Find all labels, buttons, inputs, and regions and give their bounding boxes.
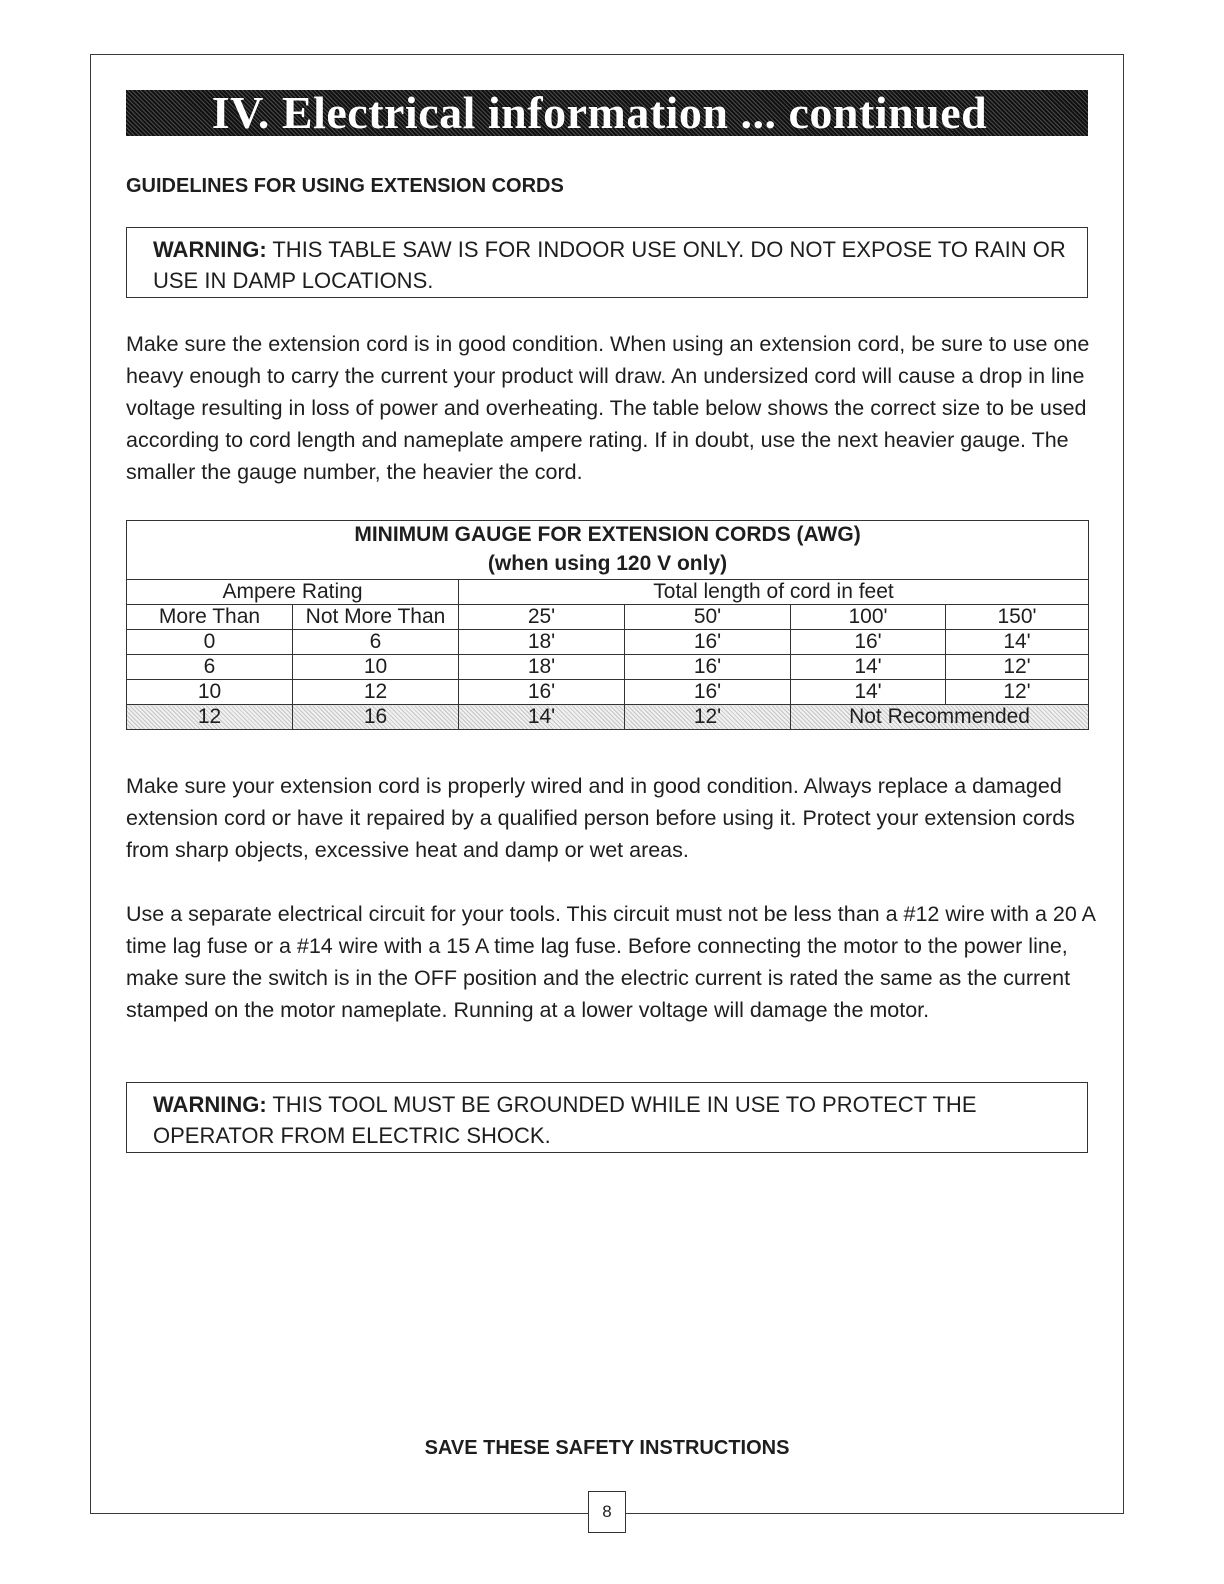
warning-text: THIS TABLE SAW IS FOR INDOOR USE ONLY. DO NOT EXPOSE TO RAIN OR USE IN DAMP LOCATIONS. [153, 237, 1066, 293]
page-number [588, 1491, 626, 1533]
cord-condition-paragraph: Make sure your extension cord is properly wired and in good condition. Always replace a damaged extension cord or have it repaired by a qualified person before using it. Protect your extension cords from sharp objects, excessive heat and damp or wet areas. [126, 774, 1075, 862]
warning-label: WARNING: [153, 237, 267, 262]
table-cell: 12' [625, 705, 791, 730]
table-row [127, 680, 1089, 705]
warning-label: WARNING: [153, 1092, 267, 1117]
table-cell: 14' [946, 630, 1089, 655]
length-header: 25' [459, 605, 625, 630]
section-banner [126, 87, 1088, 138]
length-header: 100' [791, 605, 946, 630]
table-cell: 18' [459, 630, 625, 655]
table-cell: 6 [293, 630, 459, 655]
table-cell: 16' [625, 630, 791, 655]
indoor-use-warning-box [126, 227, 1088, 298]
separate-circuit-paragraph: Use a separate electrical circuit for your tools. This circuit must not be less than a #12 wire with a 20 A time lag fuse or a #14 wire with a 15 A time lag fuse. Before connecting the motor to the power line, make sure the switch is in the OFF position and the electric current is rated the same as the current stamped on the motor nameplate. Running at a lower voltage will damage the motor. [126, 902, 1095, 1022]
table-cell: 10 [293, 655, 459, 680]
section-title: IV. Electrical information ... continued [211, 87, 988, 138]
table-cell: 18' [459, 655, 625, 680]
table-row [127, 655, 1089, 680]
page-number-text: 8 [602, 1502, 612, 1521]
table-cell: 16' [625, 680, 791, 705]
not-more-than-header: Not More Than [293, 605, 459, 630]
table-cell: 6 [127, 655, 293, 680]
table-title: MINIMUM GAUGE FOR EXTENSION CORDS (AWG) [127, 521, 1089, 550]
table-row [127, 630, 1089, 655]
table-subtitle: (when using 120 V only) [127, 549, 1089, 580]
more-than-header: More Than [127, 605, 293, 630]
table-group-header-row [127, 580, 1089, 605]
table-cell: 16' [625, 655, 791, 680]
table-cell: 12' [946, 680, 1089, 705]
table-cell: 14' [791, 655, 946, 680]
table-cell: 12 [127, 705, 293, 730]
cord-length-header: Total length of cord in feet [459, 580, 1089, 605]
length-header: 150' [946, 605, 1089, 630]
warning-text: THIS TOOL MUST BE GROUNDED WHILE IN USE TO PROTECT THE OPERATOR FROM ELECTRIC SHOCK. [153, 1092, 977, 1148]
table-cell: 12 [293, 680, 459, 705]
table-subtitle-row [127, 549, 1089, 580]
table-cell: 12' [946, 655, 1089, 680]
not-recommended-cell: Not Recommended [791, 705, 1089, 730]
gauge-table [126, 520, 1089, 730]
table-column-header-row [127, 605, 1089, 630]
table-cell: 14' [791, 680, 946, 705]
table-cell: 14' [459, 705, 625, 730]
table-cell: 16' [791, 630, 946, 655]
grounding-warning-box [126, 1082, 1088, 1153]
ampere-rating-header: Ampere Rating [127, 580, 459, 605]
save-instructions-text: SAVE THESE SAFETY INSTRUCTIONS [424, 1437, 790, 1459]
table-row-not-recommended [127, 705, 1089, 730]
extension-cord-paragraph: Make sure the extension cord is in good condition. When using an extension cord, be sure to use one heavy enough to carry the current your product will draw. An undersized cord will cause a drop in line voltage resulting in loss of power and overheating. The table below shows the correct size to be used according to cord length and nameplate ampere rating. If in doubt, use the next heavier gauge. The smaller the gauge number, the heavier the cord. [126, 332, 1090, 484]
table-title-row [127, 521, 1089, 550]
table-cell: 16' [459, 680, 625, 705]
table-cell: 16 [293, 705, 459, 730]
table-cell: 10 [127, 680, 293, 705]
length-header: 50' [625, 605, 791, 630]
table-cell: 0 [127, 630, 293, 655]
section-heading: GUIDELINES FOR USING EXTENSION CORDS [126, 175, 564, 197]
